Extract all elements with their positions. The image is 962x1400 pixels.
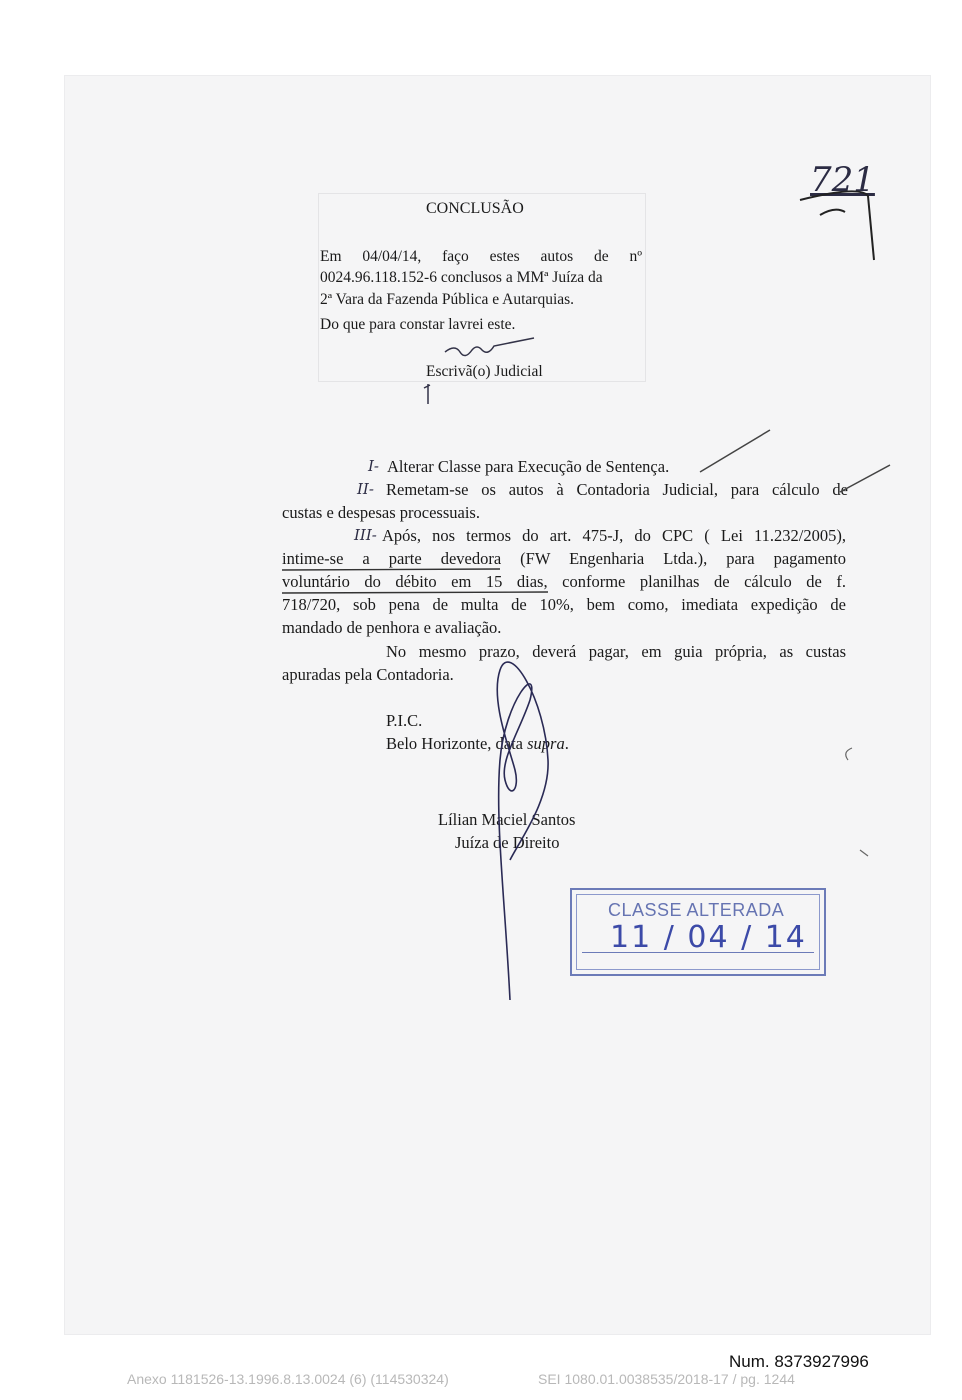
judge-name: Lílian Maciel Santos — [438, 810, 576, 829]
check-mark-1 — [700, 430, 770, 472]
margin-mark-1 — [846, 748, 852, 760]
page-mark: 721 — [810, 160, 875, 200]
item-3-line-3: voluntário do débito em 15 dias, conforme planilhas de cálculo de f. — [282, 572, 846, 591]
conclusao-title: CONCLUSÃO — [426, 200, 524, 217]
item-3-line-2: intime-se a parte devedora (FW Engenharia Ltda.), para pagamento — [282, 549, 846, 568]
page-mark-rubric — [800, 191, 874, 260]
item-2-line-1: Remetam-se os autos à Contadoria Judicial, para cálculo de — [386, 480, 848, 499]
paragraph-4-line-1: No mesmo prazo, deverá pagar, em guia própria, as custas — [386, 642, 846, 661]
item-3-marker: III- — [354, 526, 377, 544]
underline-15-dias — [282, 592, 548, 593]
item-1-marker: I- — [368, 457, 379, 475]
check-mark-2 — [840, 465, 890, 492]
place-date-prefix: Belo Horizonte, data — [386, 734, 528, 753]
conclusao-line-2: 0024.96.118.152-6 conclusos a MMª Juíza da — [320, 269, 603, 286]
item-3-line-1: Após, nos termos do art. 475-J, do CPC ( Lei 11.232/2005), — [382, 526, 846, 545]
item-1-text: Alterar Classe para Execução de Sentença. — [387, 457, 670, 476]
document-number: Num. 8373927996 — [729, 1352, 869, 1371]
paragraph-4-line-2: apuradas pela Contadoria. — [282, 665, 454, 684]
place-date-suffix: . — [564, 734, 569, 753]
place-date-supra: supra — [527, 734, 565, 753]
escrivao-initials — [445, 338, 534, 356]
item-2-line-2: custas e despesas processuais. — [282, 503, 480, 522]
pic-text: P.I.C. — [386, 711, 423, 730]
footer-anexo: Anexo 1181526-13.1996.8.13.0024 (6) (114530324) — [127, 1371, 449, 1387]
conclusao-line-3: 2ª Vara da Fazenda Pública e Autarquias. — [320, 291, 575, 308]
conclusao-line-4: Do que para constar lavrei este. — [320, 316, 516, 333]
item-3-line-5: mandado de penhora e avaliação. — [282, 618, 502, 637]
judge-signature — [497, 662, 548, 1000]
stamp-date: 11 / 04 / 14 — [610, 920, 807, 955]
conclusao-line-1: Em 04/04/14, faço estes autos de nº — [320, 248, 642, 265]
item-3-line-4: 718/720, sob pena de multa de 10%, bem como, imediata expedição de — [282, 595, 846, 614]
item-2-marker: II- — [357, 480, 374, 498]
margin-mark-2 — [860, 850, 868, 856]
escrivao-tick — [424, 384, 430, 404]
underline-parte-devedora — [282, 569, 500, 570]
judge-title: Juíza de Direito — [455, 833, 560, 852]
escrivao-label: Escrivã(o) Judicial — [426, 363, 543, 380]
stamp-title: CLASSE ALTERADA — [608, 900, 785, 920]
footer-sei: SEI 1080.01.0038535/2018-17 / pg. 1244 — [538, 1371, 795, 1387]
